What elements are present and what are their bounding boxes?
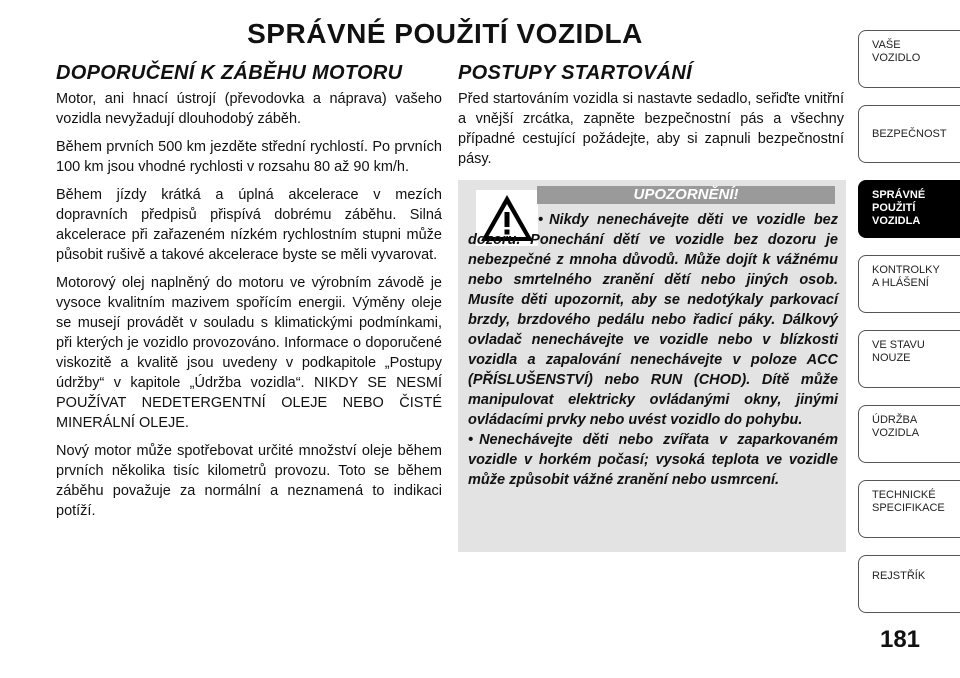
tab-label: NOUZE [872, 352, 911, 364]
tab-label: VAŠE [872, 39, 901, 51]
tab-spravne-pouziti-vozidla[interactable] [858, 180, 960, 238]
tab-bezpecnost[interactable] [858, 105, 960, 163]
bullet: • [538, 212, 544, 228]
warning-box [458, 180, 846, 552]
left-column [56, 62, 442, 529]
tab-label: VOZIDLA [872, 215, 921, 227]
tab-label: VE STAVU [872, 339, 925, 351]
paragraph: Motorový olej naplněný do motoru ve výrobním závodě je vysoce kvalitním mazivem spořícím energii. Výměny oleje se musejí provádět v souladu s klimatickými podmínkami, při kterých je vozidlo provozováno. Informace o doporučené viskozitě a kvalitě jsou uvedeny v podkapitole „Postupy údržby“ v kapitole „Údržba vozidla“. NIKDY SE NESMÍ POUŽÍVAT NEDETERGENTNÍ OLEJE NEBO ČISTÉ MINERÁLNÍ OLEJE. [56, 275, 442, 431]
tab-label: POUŽITÍ [872, 202, 916, 214]
tab-label: VOZIDLA [872, 427, 920, 439]
paragraph: Nový motor může spotřebovat určité množství oleje během prvních několika tisíc kilometrů provozu. Toto se během záběhu považuje za normální a neznamená to indikaci potíží. [56, 443, 442, 519]
warning-item [468, 210, 838, 430]
tab-label: TECHNICKÉ [872, 489, 936, 501]
section-heading-break-in: DOPORUČENÍ K ZÁBĚHU MOTORU [56, 62, 403, 84]
warning-header: UPOZORNĚNÍ! [537, 186, 835, 204]
tab-label: SPRÁVNÉ [872, 189, 926, 201]
tab-udrzba-vozidla[interactable] [858, 405, 960, 463]
right-column [458, 62, 844, 177]
paragraph: Během jízdy krátká a úplná akcelerace v mezích dopravních předpisů přispívá dobrému záběhu. Silná akcelerace při zařazeném nízkém rychlostním stupni může působit rušivě a takové akcelerace byste se měli vyvarovat. [56, 187, 442, 263]
tab-rejstrik[interactable] [858, 555, 960, 613]
tab-label: BEZPEČNOST [872, 128, 947, 140]
tab-label: A HLÁŠENÍ [872, 277, 929, 289]
tab-vase-vozidlo[interactable] [858, 30, 960, 88]
warning-item [468, 430, 838, 490]
paragraph: Během prvních 500 km jezděte střední rychlostí. Po prvních 100 km jsou vhodné rychlosti v rozsahu 80 až 90 km/h. [56, 139, 442, 175]
section-heading-starting: POSTUPY STARTOVÁNÍ [458, 62, 692, 84]
warning-list [468, 210, 838, 490]
tab-label: SPECIFIKACE [872, 502, 945, 514]
page-title: SPRÁVNÉ POUŽITÍ VOZIDLA [247, 18, 643, 49]
tab-technicke-specifikace[interactable] [858, 480, 960, 538]
tab-label: KONTROLKY [872, 264, 940, 276]
tab-label: VOZIDLO [872, 52, 921, 64]
warning-text: Nenechávejte děti nebo zvířata v zaparkovaném vozidle v horkém počasí; vysoká teplota ve vozidle může způsobit vážné zranění nebo usmrcení. [468, 432, 838, 488]
bullet: • [468, 432, 474, 448]
paragraph: Motor, ani hnací ústrojí (převodovka a náprava) vašeho vozidla nevyžadují dlouhodobý záběh. [56, 91, 442, 127]
tab-kontrolky[interactable] [858, 255, 960, 313]
page-number: 181 [879, 626, 921, 653]
tab-ve-stavu-nouze[interactable] [858, 330, 960, 388]
paragraph: Před startováním vozidla si nastavte sedadlo, seřiďte vnitřní a vnější zrcátka, zapněte bezpečnostní pás a všechny případné cestující požádejte, aby si zapnuli bezpečnostní pásy. [458, 91, 844, 167]
warning-text: Nikdy nenechávejte děti ve vozidle bez dozoru. Ponechání dětí ve vozidle bez dozoru je nebezpečné z mnoha důvodů. Může dojít k vážnému nebo smrtelného zranění dětí nebo jiných osob. Musíte děti upozornit, aby se nedotýkaly parkovací brzdy, brzdového pedálu nebo řadicí páky. Dálkový ovladač nenechávejte ve vozidle nebo v blízkosti vozidla a zapalování nenechávejte v poloze ACC (PŘÍSLUŠENSTVÍ) nebo RUN (CHOD). Dítě může manipulovat elektricky ovládanými okny, jinými ovládacími prvky nebo uvést vozidlo do pohybu. [468, 212, 838, 428]
tab-label: ÚDRŽBA [872, 414, 918, 426]
tab-label: REJSTŘÍK [872, 570, 926, 582]
